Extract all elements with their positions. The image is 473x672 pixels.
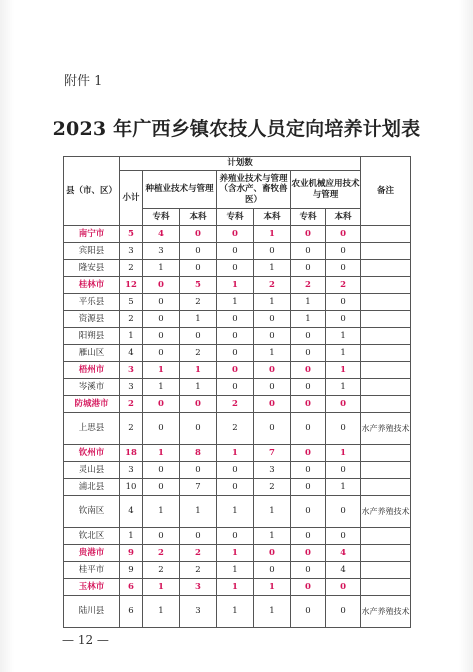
subtotal-cell: 3 bbox=[120, 243, 143, 260]
machinery-zhuanke-cell: 1 bbox=[291, 311, 326, 328]
county-name: 防城港市 bbox=[64, 396, 120, 413]
planting-zhuanke-cell: 0 bbox=[143, 479, 180, 496]
breeding-benke-cell: 0 bbox=[254, 362, 291, 379]
subtotal-cell: 1 bbox=[120, 328, 143, 345]
breeding-benke-cell: 0 bbox=[254, 379, 291, 396]
breeding-benke-cell: 1 bbox=[254, 496, 291, 528]
subtotal-cell: 9 bbox=[120, 562, 143, 579]
remark-cell: 水产养殖技术 bbox=[361, 496, 411, 528]
header-machinery-zhuanke: 专科 bbox=[291, 209, 326, 226]
table-row-city bbox=[64, 445, 411, 462]
county-name: 浦北县 bbox=[64, 479, 120, 496]
planting-zhuanke-cell: 3 bbox=[143, 243, 180, 260]
planting-zhuanke-cell: 0 bbox=[143, 528, 180, 545]
machinery-benke-cell: 1 bbox=[326, 479, 361, 496]
breeding-benke-cell: 1 bbox=[254, 596, 291, 628]
machinery-benke-cell: 2 bbox=[326, 277, 361, 294]
remark-cell: 水产养殖技术 bbox=[361, 413, 411, 445]
table-row bbox=[64, 528, 411, 545]
remark-cell bbox=[361, 260, 411, 277]
planting-benke-cell: 1 bbox=[180, 311, 217, 328]
machinery-benke-cell: 1 bbox=[326, 379, 361, 396]
table-row bbox=[64, 562, 411, 579]
breeding-benke-cell: 0 bbox=[254, 243, 291, 260]
planting-benke-cell: 0 bbox=[180, 462, 217, 479]
machinery-benke-cell: 1 bbox=[326, 445, 361, 462]
breeding-zhuanke-cell: 1 bbox=[217, 545, 254, 562]
table-row bbox=[64, 328, 411, 345]
page-number: — 12 — bbox=[62, 633, 109, 647]
planting-zhuanke-cell: 1 bbox=[143, 362, 180, 379]
subtotal-cell: 6 bbox=[120, 579, 143, 596]
breeding-benke-cell: 0 bbox=[254, 328, 291, 345]
planting-benke-cell: 7 bbox=[180, 479, 217, 496]
table-row bbox=[64, 345, 411, 362]
machinery-benke-cell: 0 bbox=[326, 226, 361, 243]
subtotal-cell: 10 bbox=[120, 479, 143, 496]
remark-cell bbox=[361, 396, 411, 413]
planting-zhuanke-cell: 0 bbox=[143, 345, 180, 362]
machinery-zhuanke-cell: 0 bbox=[291, 345, 326, 362]
planting-benke-cell: 0 bbox=[180, 226, 217, 243]
county-name: 玉林市 bbox=[64, 579, 120, 596]
county-name: 梧州市 bbox=[64, 362, 120, 379]
breeding-zhuanke-cell: 1 bbox=[217, 596, 254, 628]
remark-cell bbox=[361, 445, 411, 462]
machinery-benke-cell: 0 bbox=[326, 413, 361, 445]
planting-benke-cell: 0 bbox=[180, 260, 217, 277]
planting-benke-cell: 2 bbox=[180, 294, 217, 311]
machinery-benke-cell: 0 bbox=[326, 243, 361, 260]
breeding-zhuanke-cell: 0 bbox=[217, 260, 254, 277]
subtotal-cell: 3 bbox=[120, 362, 143, 379]
remark-cell bbox=[361, 545, 411, 562]
subtotal-cell: 1 bbox=[120, 528, 143, 545]
breeding-zhuanke-cell: 0 bbox=[217, 462, 254, 479]
planting-benke-cell: 2 bbox=[180, 545, 217, 562]
breeding-zhuanke-cell: 1 bbox=[217, 445, 254, 462]
subtotal-cell: 2 bbox=[120, 311, 143, 328]
header-breeding-zhuanke: 专科 bbox=[217, 209, 254, 226]
table-row bbox=[64, 379, 411, 396]
subtotal-cell: 5 bbox=[120, 226, 143, 243]
county-name: 岑溪市 bbox=[64, 379, 120, 396]
county-name: 桂平市 bbox=[64, 562, 120, 579]
breeding-benke-cell: 2 bbox=[254, 277, 291, 294]
machinery-zhuanke-cell: 0 bbox=[291, 545, 326, 562]
breeding-benke-cell: 0 bbox=[254, 413, 291, 445]
machinery-benke-cell: 0 bbox=[326, 260, 361, 277]
planting-zhuanke-cell: 1 bbox=[143, 579, 180, 596]
table-row-city bbox=[64, 396, 411, 413]
machinery-zhuanke-cell: 0 bbox=[291, 260, 326, 277]
planting-benke-cell: 0 bbox=[180, 413, 217, 445]
breeding-benke-cell: 0 bbox=[254, 396, 291, 413]
machinery-benke-cell: 0 bbox=[326, 579, 361, 596]
breeding-benke-cell: 0 bbox=[254, 545, 291, 562]
table-row-city bbox=[64, 226, 411, 243]
table-body bbox=[64, 226, 411, 628]
remark-cell bbox=[361, 379, 411, 396]
planting-zhuanke-cell: 0 bbox=[143, 294, 180, 311]
machinery-zhuanke-cell: 1 bbox=[291, 294, 326, 311]
planting-benke-cell: 0 bbox=[180, 528, 217, 545]
planting-benke-cell: 0 bbox=[180, 243, 217, 260]
county-name: 雁山区 bbox=[64, 345, 120, 362]
planting-benke-cell: 2 bbox=[180, 562, 217, 579]
machinery-zhuanke-cell: 0 bbox=[291, 528, 326, 545]
breeding-benke-cell: 1 bbox=[254, 226, 291, 243]
remark-cell bbox=[361, 528, 411, 545]
remark-cell bbox=[361, 479, 411, 496]
planting-zhuanke-cell: 2 bbox=[143, 562, 180, 579]
county-name: 资源县 bbox=[64, 311, 120, 328]
breeding-benke-cell: 1 bbox=[254, 528, 291, 545]
machinery-zhuanke-cell: 0 bbox=[291, 562, 326, 579]
remark-cell bbox=[361, 294, 411, 311]
planting-benke-cell: 1 bbox=[180, 496, 217, 528]
county-name: 贵港市 bbox=[64, 545, 120, 562]
header-planting-benke: 本科 bbox=[180, 209, 217, 226]
planting-benke-cell: 3 bbox=[180, 596, 217, 628]
breeding-zhuanke-cell: 2 bbox=[217, 413, 254, 445]
planting-zhuanke-cell: 0 bbox=[143, 462, 180, 479]
remark-cell bbox=[361, 462, 411, 479]
machinery-zhuanke-cell: 0 bbox=[291, 226, 326, 243]
breeding-benke-cell: 1 bbox=[254, 294, 291, 311]
remark-cell bbox=[361, 243, 411, 260]
machinery-zhuanke-cell: 0 bbox=[291, 328, 326, 345]
machinery-benke-cell: 4 bbox=[326, 545, 361, 562]
breeding-zhuanke-cell: 1 bbox=[217, 496, 254, 528]
remark-cell bbox=[361, 579, 411, 596]
breeding-benke-cell: 2 bbox=[254, 479, 291, 496]
header-machinery-benke: 本科 bbox=[326, 209, 361, 226]
breeding-zhuanke-cell: 1 bbox=[217, 562, 254, 579]
breeding-zhuanke-cell: 0 bbox=[217, 362, 254, 379]
county-name: 钦南区 bbox=[64, 496, 120, 528]
machinery-benke-cell: 1 bbox=[326, 328, 361, 345]
planting-benke-cell: 0 bbox=[180, 328, 217, 345]
subtotal-cell: 4 bbox=[120, 496, 143, 528]
header-breeding-benke: 本科 bbox=[254, 209, 291, 226]
machinery-zhuanke-cell: 0 bbox=[291, 413, 326, 445]
breeding-benke-cell: 3 bbox=[254, 462, 291, 479]
table-row bbox=[64, 596, 411, 628]
machinery-benke-cell: 0 bbox=[326, 311, 361, 328]
planting-zhuanke-cell: 1 bbox=[143, 496, 180, 528]
breeding-zhuanke-cell: 0 bbox=[217, 379, 254, 396]
subtotal-cell: 2 bbox=[120, 260, 143, 277]
training-plan-table bbox=[63, 156, 411, 628]
subtotal-cell: 3 bbox=[120, 462, 143, 479]
county-name: 桂林市 bbox=[64, 277, 120, 294]
breeding-zhuanke-cell: 0 bbox=[217, 528, 254, 545]
machinery-zhuanke-cell: 0 bbox=[291, 243, 326, 260]
breeding-benke-cell: 1 bbox=[254, 260, 291, 277]
header-subtotal: 小计 bbox=[120, 171, 143, 226]
breeding-benke-cell: 1 bbox=[254, 345, 291, 362]
table-row bbox=[64, 294, 411, 311]
breeding-benke-cell: 1 bbox=[254, 579, 291, 596]
planting-zhuanke-cell: 0 bbox=[143, 311, 180, 328]
table-row-city bbox=[64, 545, 411, 562]
planting-benke-cell: 1 bbox=[180, 362, 217, 379]
machinery-zhuanke-cell: 0 bbox=[291, 379, 326, 396]
machinery-zhuanke-cell: 2 bbox=[291, 277, 326, 294]
subtotal-cell: 12 bbox=[120, 277, 143, 294]
subtotal-cell: 9 bbox=[120, 545, 143, 562]
table-row bbox=[64, 479, 411, 496]
header-breeding: 养殖业技术与管理（含水产、畜牧兽医） bbox=[217, 171, 291, 209]
table-row bbox=[64, 260, 411, 277]
table-row bbox=[64, 462, 411, 479]
header-county: 县（市、区） bbox=[64, 157, 120, 226]
header-plan: 计划数 bbox=[120, 157, 361, 171]
planting-zhuanke-cell: 0 bbox=[143, 328, 180, 345]
header-planting-zhuanke: 专科 bbox=[143, 209, 180, 226]
breeding-zhuanke-cell: 1 bbox=[217, 579, 254, 596]
planting-benke-cell: 5 bbox=[180, 277, 217, 294]
remark-cell bbox=[361, 277, 411, 294]
remark-cell bbox=[361, 362, 411, 379]
remark-cell bbox=[361, 311, 411, 328]
machinery-zhuanke-cell: 0 bbox=[291, 445, 326, 462]
table-row bbox=[64, 413, 411, 445]
county-name: 隆安县 bbox=[64, 260, 120, 277]
planting-benke-cell: 3 bbox=[180, 579, 217, 596]
planting-zhuanke-cell: 1 bbox=[143, 445, 180, 462]
county-name: 陆川县 bbox=[64, 596, 120, 628]
remark-cell: 水产养殖技术 bbox=[361, 596, 411, 628]
attachment-label: 附件 1 bbox=[64, 74, 103, 89]
machinery-benke-cell: 0 bbox=[326, 496, 361, 528]
county-name: 灵山县 bbox=[64, 462, 120, 479]
planting-zhuanke-cell: 1 bbox=[143, 260, 180, 277]
remark-cell bbox=[361, 328, 411, 345]
table-row-city bbox=[64, 579, 411, 596]
machinery-benke-cell: 0 bbox=[326, 462, 361, 479]
machinery-zhuanke-cell: 0 bbox=[291, 496, 326, 528]
machinery-benke-cell: 0 bbox=[326, 528, 361, 545]
machinery-zhuanke-cell: 0 bbox=[291, 462, 326, 479]
planting-zhuanke-cell: 0 bbox=[143, 413, 180, 445]
machinery-zhuanke-cell: 0 bbox=[291, 596, 326, 628]
table-row bbox=[64, 243, 411, 260]
breeding-zhuanke-cell: 0 bbox=[217, 479, 254, 496]
machinery-benke-cell: 0 bbox=[326, 596, 361, 628]
planting-benke-cell: 1 bbox=[180, 379, 217, 396]
machinery-zhuanke-cell: 0 bbox=[291, 479, 326, 496]
breeding-benke-cell: 7 bbox=[254, 445, 291, 462]
subtotal-cell: 2 bbox=[120, 413, 143, 445]
breeding-zhuanke-cell: 0 bbox=[217, 328, 254, 345]
planting-benke-cell: 8 bbox=[180, 445, 217, 462]
subtotal-cell: 4 bbox=[120, 345, 143, 362]
machinery-benke-cell: 0 bbox=[326, 396, 361, 413]
subtotal-cell: 2 bbox=[120, 396, 143, 413]
planting-zhuanke-cell: 0 bbox=[143, 277, 180, 294]
header-machinery: 农业机械应用技术与管理 bbox=[291, 171, 361, 209]
table-row-city bbox=[64, 277, 411, 294]
table-row-city bbox=[64, 362, 411, 379]
breeding-zhuanke-cell: 0 bbox=[217, 243, 254, 260]
remark-cell bbox=[361, 345, 411, 362]
header-remarks: 备注 bbox=[361, 157, 411, 226]
machinery-zhuanke-cell: 0 bbox=[291, 362, 326, 379]
machinery-benke-cell: 1 bbox=[326, 345, 361, 362]
county-name: 南宁市 bbox=[64, 226, 120, 243]
machinery-zhuanke-cell: 0 bbox=[291, 579, 326, 596]
county-name: 宾阳县 bbox=[64, 243, 120, 260]
breeding-benke-cell: 0 bbox=[254, 311, 291, 328]
machinery-benke-cell: 4 bbox=[326, 562, 361, 579]
planting-zhuanke-cell: 4 bbox=[143, 226, 180, 243]
remark-cell bbox=[361, 562, 411, 579]
subtotal-cell: 5 bbox=[120, 294, 143, 311]
machinery-zhuanke-cell: 0 bbox=[291, 396, 326, 413]
breeding-zhuanke-cell: 0 bbox=[217, 226, 254, 243]
document-title: 2023 年广西乡镇农技人员定向培养计划表 bbox=[52, 118, 421, 140]
breeding-zhuanke-cell: 0 bbox=[217, 345, 254, 362]
remark-cell bbox=[361, 226, 411, 243]
planting-benke-cell: 0 bbox=[180, 396, 217, 413]
county-name: 上思县 bbox=[64, 413, 120, 445]
county-name: 钦州市 bbox=[64, 445, 120, 462]
planting-zhuanke-cell: 1 bbox=[143, 596, 180, 628]
county-name: 平乐县 bbox=[64, 294, 120, 311]
subtotal-cell: 3 bbox=[120, 379, 143, 396]
county-name: 阳朔县 bbox=[64, 328, 120, 345]
planting-zhuanke-cell: 1 bbox=[143, 379, 180, 396]
header-planting: 种植业技术与管理 bbox=[143, 171, 217, 209]
subtotal-cell: 6 bbox=[120, 596, 143, 628]
breeding-zhuanke-cell: 1 bbox=[217, 277, 254, 294]
breeding-zhuanke-cell: 1 bbox=[217, 294, 254, 311]
planting-zhuanke-cell: 0 bbox=[143, 396, 180, 413]
planting-zhuanke-cell: 2 bbox=[143, 545, 180, 562]
breeding-zhuanke-cell: 0 bbox=[217, 311, 254, 328]
county-name: 钦北区 bbox=[64, 528, 120, 545]
table-row bbox=[64, 311, 411, 328]
machinery-benke-cell: 0 bbox=[326, 294, 361, 311]
table-row bbox=[64, 496, 411, 528]
subtotal-cell: 18 bbox=[120, 445, 143, 462]
breeding-benke-cell: 0 bbox=[254, 562, 291, 579]
planting-benke-cell: 2 bbox=[180, 345, 217, 362]
breeding-zhuanke-cell: 2 bbox=[217, 396, 254, 413]
machinery-benke-cell: 1 bbox=[326, 362, 361, 379]
